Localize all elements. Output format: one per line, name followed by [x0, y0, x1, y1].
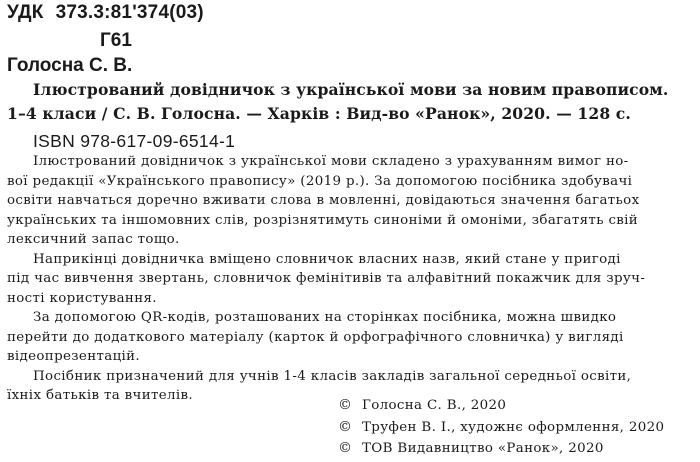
text-line: Посібник призначений для учнів 1-4 класів закладів загальної середньої освіти,	[33, 368, 632, 384]
author-heading: Голосна С. В.	[7, 55, 133, 76]
copyright-line	[338, 395, 664, 417]
text-line: під час вивчення звертань, словничок фемінітивів та алфавітний покажчик для зруч-	[7, 271, 646, 286]
text-line: Наприкінці довідничка вміщено словничок власних назв, який стане у пригоді	[33, 251, 621, 267]
copyright-symbol: ©	[338, 440, 353, 456]
abstract-paragraph-3	[7, 308, 693, 367]
text-line: ності користування.	[7, 290, 157, 306]
text-line: їхніх батьків та вчителів.	[7, 388, 194, 403]
text-line: вої редакції «Українського правопису» (2019 р.). За допомогою посібника здобувачі	[7, 173, 633, 189]
udk-code: 373.3:81ʹ374(03)	[55, 2, 204, 23]
udk-label: УДК	[7, 2, 44, 23]
copyright-line	[338, 417, 664, 439]
text-line: відеопрезентацій.	[7, 349, 141, 364]
text-line: Ілюстрований довідничок з української мови складено з урахуванням вимог но-	[33, 154, 629, 169]
copyright-holder: ТОВ Видавництво «Ранок», 2020	[362, 441, 604, 456]
text-line: перейти до додаткового матеріалу (карток й орфографічного словничка) у вигляді	[7, 329, 624, 345]
abstract	[7, 152, 693, 406]
bbk-code: Г61	[100, 30, 132, 51]
isbn: ISBN 978-617-09-6514-1	[33, 131, 236, 151]
copyright-holder: Голосна С. В., 2020	[362, 398, 507, 413]
text-line: українських та іншомовних слів, розрізнятимуть синоніми й омоніми, збагатять свій	[7, 212, 639, 228]
text-line: освіти навчаться доречно вживати слова в мовленні, довідаються значення багатьох	[7, 193, 640, 208]
copyright-symbol: ©	[338, 418, 353, 435]
bibliographic-details-line: 1–4 класи / С. В. Голосна. — Харків : Вид-во «Ранок», 2020. — 128 с.	[7, 104, 631, 123]
udk-line	[7, 2, 204, 24]
copyright-symbol: ©	[338, 397, 353, 413]
abstract-paragraph-2	[7, 250, 693, 309]
text-line: лексичний запас тощо.	[7, 232, 180, 247]
text-line: За допомогою QR-кодів, розташованих на сторінках посібника, можна швидко	[33, 310, 617, 325]
abstract-paragraph-1	[7, 152, 693, 250]
copyright-holder: Труфен В. І., художнє оформлення, 2020	[362, 419, 665, 435]
bibliographic-title-line: Ілюстрований довідничок з української мови за новим правописом.	[33, 80, 669, 99]
copyright-block	[338, 395, 664, 460]
copyright-line	[338, 438, 664, 460]
